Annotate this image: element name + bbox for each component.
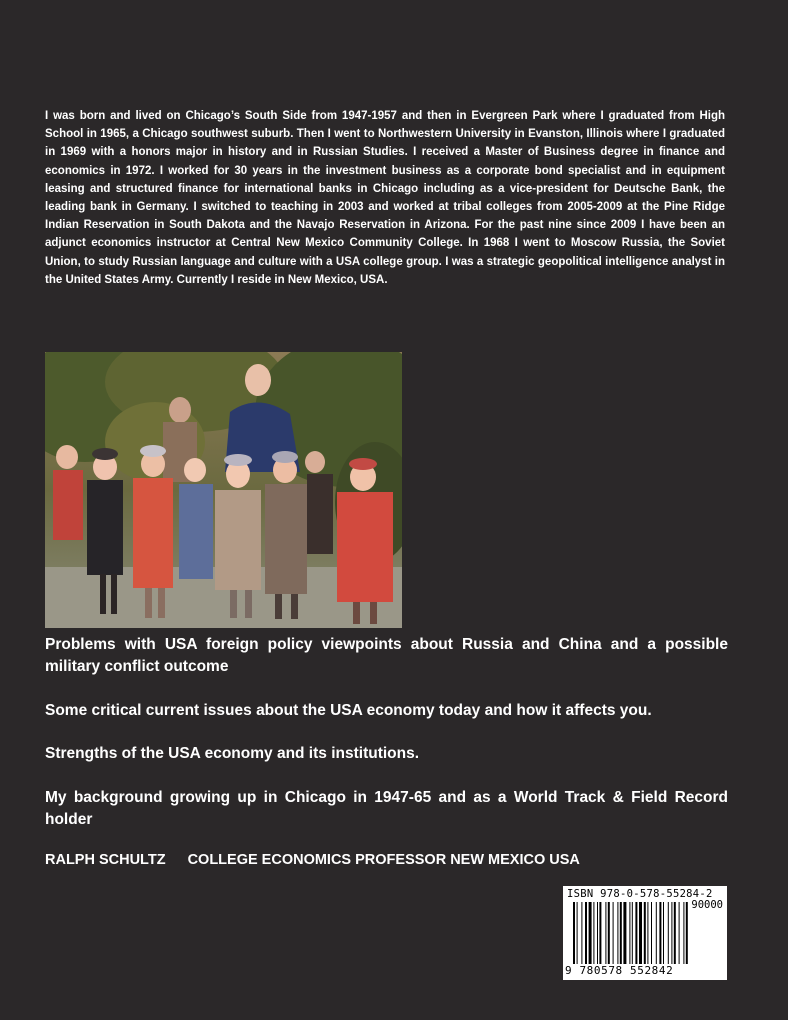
barcode-bar [663,902,664,964]
barcode-bar [656,902,657,964]
barcode-bar [671,902,672,964]
barcode-bar [573,902,575,964]
barcode-bar [605,902,606,964]
barcode-bar [599,902,601,964]
barcode-bar [608,902,610,964]
author-bio: I was born and lived on Chicago’s South Side from 1947-1957 and then in Evergreen Park where I graduated from High School in 1965, a Chicago southwest suburb. Then I went to Northwestern University in Evanston, Illinois where I graduated in 1969 with a honors major in history and in Russian Studies. I received a Master of Business degree in finance and economics in 1972. I worked for 30 years in the investment business as a corporate bond specialist and in equipment leasing and structured finance for international banks in Chicago including as a vice-president for Deutsche Bank, the leading bank in Germany. I switched to teaching in 2003 and worked at tribal colleges from 2005-2009 at the Pine Ridge Indian Reservation in South Dakota and the Navajo Reservation in Arizona. For the past nine since 2009 I have been an adjunct economics instructor at Central New Mexico Community College. In 1968 I went to Moscow Russia, the Soviet Union, to study Russian language and culture with a USA college group. I was a strategic geopolitical intelligence analyst in the United States Army. Currently I reside in New Mexico, USA. [45,110,725,286]
barcode-digits: 9 780578 552842 [565,964,674,977]
topic-economy-issues: Some critical current issues about the USA economy today and how it affects you. [45,702,652,719]
barcode-bar [623,902,626,964]
author-line [45,852,580,868]
barcode-bar [674,902,676,964]
author-title: COLLEGE ECONOMICS PROFESSOR NEW MEXICO USA [187,852,580,868]
barcode-bar [620,902,622,964]
barcode-bar [635,902,637,964]
topic-economy-strengths: Strengths of the USA economy and its institutions. [45,745,420,762]
barcode-bar [585,902,587,964]
barcode-bar [593,902,594,964]
author-name: RALPH SCHULTZ [45,852,166,868]
barcode-bar [581,902,582,964]
children-group-photo [45,352,402,628]
isbn-barcode [563,886,727,980]
barcode-bar [632,902,633,964]
barcode-bar [597,902,598,964]
barcode-bar [651,902,652,964]
barcode-bar [577,902,578,964]
barcode-bar [644,902,646,964]
topic-background: My background growing up in Chicago in 1947-65 and as a World Track & Field Record holder [45,789,728,828]
barcode-bar [639,902,642,964]
barcode-bar [683,902,684,964]
barcode-bar [589,902,592,964]
barcode-bar [659,902,661,964]
barcode-bars [573,902,721,964]
barcode-bar [617,902,618,964]
isbn-label: ISBN 978-0-578-55284-2 [567,888,713,900]
barcode-bar [679,902,680,964]
topic-foreign-policy: Problems with USA foreign policy viewpoints about Russia and China and a possible military conflict outcome [45,636,728,675]
barcode-bar [629,902,630,964]
barcode-bar [613,902,614,964]
barcode-bar [686,902,688,964]
barcode-bar [647,902,648,964]
barcode-bar [668,902,669,964]
price-code: 90000 [691,899,723,911]
